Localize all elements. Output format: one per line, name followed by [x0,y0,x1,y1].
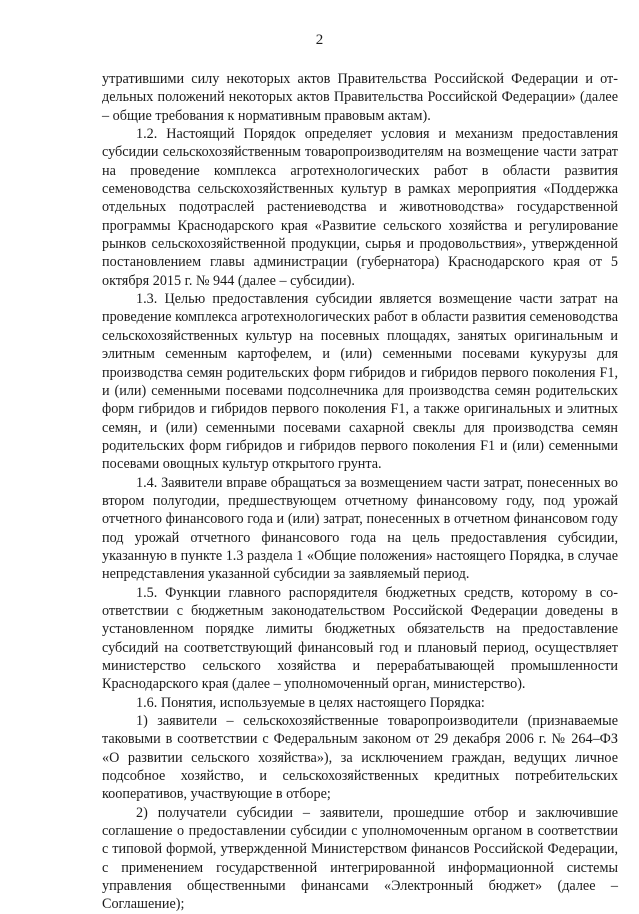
definition-item-2: 2) получатели субсидии – заявители, прошедшие отбор и заключившие соглашение о предоставлении субсидии с уполномоченным органом в соответствии с типовой формой, утвержденной Министерством финансов Российской Федерации, с применением государственной интегрированной информационной системы управления общественными финансами «Электронный бюджет» (далее – Соглашение); [102,804,618,913]
document-body [102,70,618,914]
definition-item-1: 1) заявители – сельскохозяйственные товаропроизводители (признаваемые таковыми в соответствии с Федеральным законом от 29 декабря 2006 г. № 264–ФЗ «О развитии сельского хозяйства»), за исключением граждан, ведущих личное подсобное хозяйство, и сельскохозяйственных кредитных потребительских кооперативов, участвующие в отборе; [102,713,618,803]
paragraph-1-3: 1.3. Целью предоставления субсидии является возмещение части затрат на проведение комплекса агротехнологических работ в области развития семеноводства сельскохозяйственных культур на посевных площадях, занятых оригинальным и элитным семенным картофелем, и (или) семенными посевами кукурузы для производства семян родительских форм гибридов и гибридов первого поколения F1, и (или) семенными посевами подсолнечника для производства семян родительских форм гибридов и гибридов первого поколения F1, а также оригинальных и элитных семян, и (или) семенными посевами сахарной свеклы для производства семян родительских форм гибридов и гибридов первого поколения F1 и (или) семенными посевами овощных культур открытого грунта. [102,291,618,473]
paragraph-1-6: 1.6. Понятия, используемые в целях настоящего Порядка: [136,694,485,711]
paragraph-1-2: 1.2. Настоящий Порядок определяет условия и механизм предоставления субсидии сельскохозяйственным товаропроизводителям на возмещение части затрат на проведение комплекса агротехнологических работ в области развития семеноводства сельскохозяйственных культур в рамках мероприятия «Поддержка отдельных подотраслей растениеводства и животноводства» государственной программы Краснодарского края «Развитие сельского хозяйства и регулирование рынков сельскохозяйственной продукции, сырья и продовольствия», утвержденной постановлением главы администрации (губернатора) Краснодарского края от 5 октября 2015 г. № 944 (далее – субсидии). [102,126,618,289]
page-number: 2 [315,32,324,48]
paragraph-1-4: 1.4. Заявители вправе обращаться за возмещением части затрат, понесенных во втором полугодии, предшествующем отчетному финансовому году, под урожай отчетного финансового года и (или) затрат, понесенных в отчетном финансовом году под урожай отчетного финансового года на цель предоставления субсидии, указанную в пункте 1.3 раздела 1 «Общие положения» настоящего Порядка, в случае непредставления указанной субсидии за заявляемый период. [102,474,618,583]
paragraph-1-5: 1.5. Функции главного распорядителя бюджетных средств, которому в соответствии с бюджетным законодательством Российской Федерации доведены в установленном порядке лимиты бюджетных обязательств на предоставление субсидий на соответствующий финансовый год и плановый период, осуществляет министерство сельского хозяйства и перерабатывающей промышленности Краснодарского края (далее – уполномоченный орган, министерство). [102,584,618,693]
paragraph-continuation: утратившими силу некоторых актов Правительства Российской Федерации и отдельных положений некоторых актов Правительства Российской Федерации» (далее – общие требования к нормативным правовым актам). [102,71,618,124]
